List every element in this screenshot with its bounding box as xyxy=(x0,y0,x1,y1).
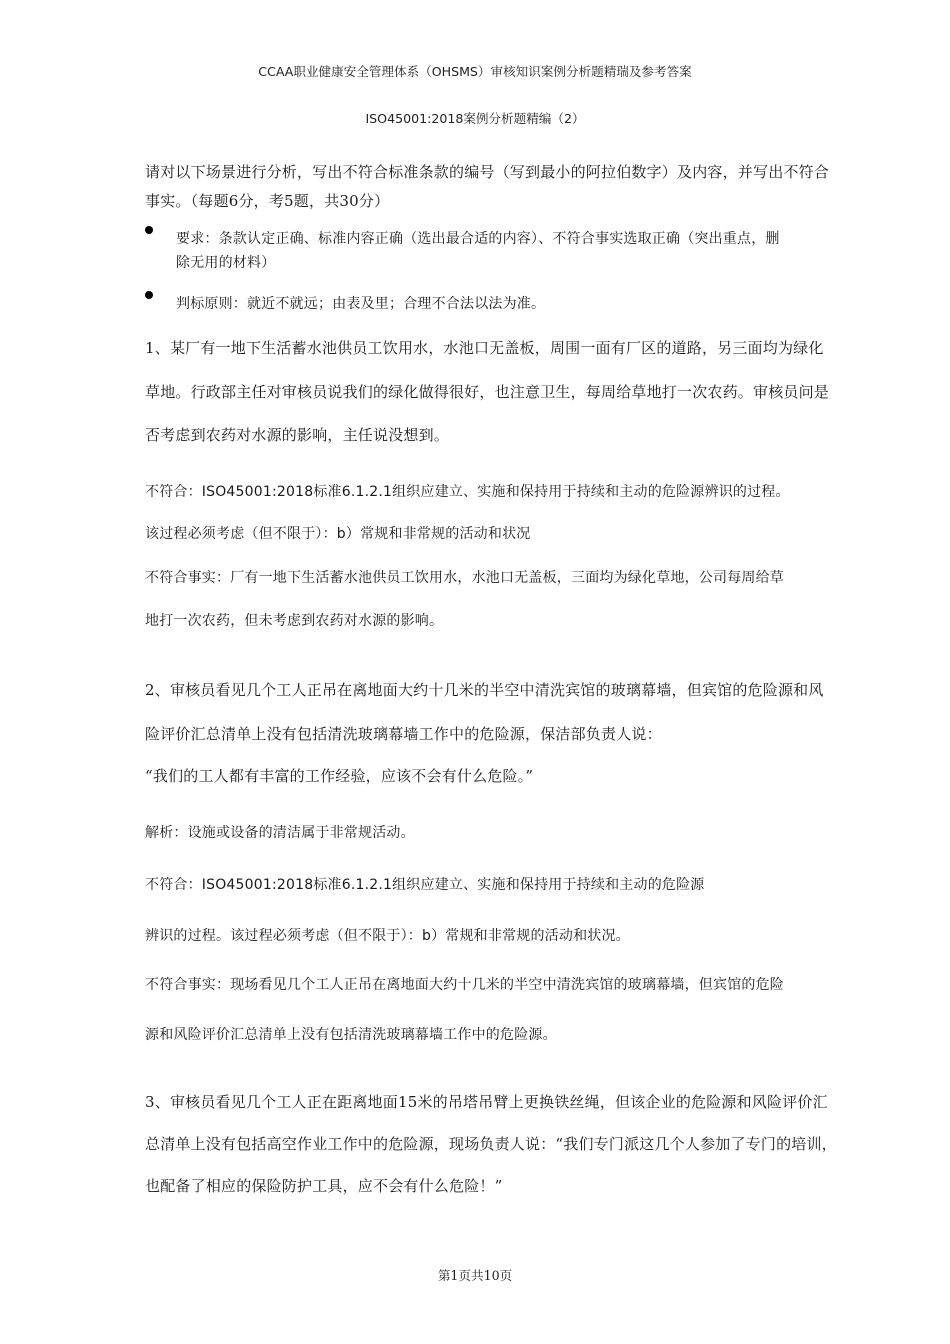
q1-fact-line-1: 不符合事实：厂有一地下生活蓄水池供员工饮用水，水池口无盖板，三面均为绿化草地，公司每周给草 xyxy=(145,570,784,586)
intro-line-2: 事实。（每题6分，考5题，共30分） xyxy=(145,192,390,210)
q1-nonconformity-line-1: 不符合：ISO45001:2018标准6.1.2.1组织应建立、实施和保持用于持续和主动的危险源辨识的过程。 xyxy=(145,484,790,500)
q3-scenario-line-2: 总清单上没有包括高空作业工作中的危险源，现场负责人说：“我们专门派这几个人参加了专门的培训， xyxy=(145,1135,837,1153)
q1-nonconformity-line-2: 该过程必须考虑（但不限于）：b）常规和非常规的活动和状况 xyxy=(145,526,531,542)
bullet-dot-1 xyxy=(145,226,153,234)
q2-nonconformity-line-2: 辨识的过程。该过程必须考虑（但不限于）：b）常规和非常规的活动和状况。 xyxy=(145,928,630,944)
q3-scenario-line-3: 也配备了相应的保险防护工具，应不会有什么危险！” xyxy=(145,1177,503,1195)
q2-fact-line-2: 源和风险评价汇总清单上没有包括清洗玻璃幕墙工作中的危险源。 xyxy=(145,1027,557,1043)
page-number: 第1页共10页 xyxy=(437,1268,513,1283)
q3-scenario-line-1: 3、审核员看见几个工人正在距离地面15米的吊塔吊臂上更换铁丝绳，但该企业的危险源和风险评价汇 xyxy=(145,1093,828,1111)
q1-fact-line-2: 地打一次农药，但未考虑到农药对水源的影响。 xyxy=(145,613,444,629)
requirement-line-2: 除无用的材料） xyxy=(176,255,276,271)
intro-line-1: 请对以下场景进行分析，写出不符合标准条款的编号（写到最小的阿拉伯数字）及内容，并写出不符合 xyxy=(145,163,830,181)
judging-principle: 判标原则：就近不就远；由表及里；合理不合法以法为准。 xyxy=(176,296,546,312)
q2-fact-line-1: 不符合事实：现场看见几个工人正吊在离地面大约十几米的半空中清洗宾馆的玻璃幕墙，但宾馆的危险 xyxy=(145,977,784,993)
requirement-line-1: 要求：条款认定正确、标准内容正确（选出最合适的内容）、不符合事实选取正确（突出重点，删 xyxy=(176,231,780,247)
document-subtitle: ISO45001:2018案例分析题精编（2） xyxy=(365,111,585,126)
document-header-title: CCAA职业健康安全管理体系（OHSMS）审核知识案例分析题精瑞及参考答案 xyxy=(258,64,692,79)
q2-nonconformity-line-1: 不符合：ISO45001:2018标准6.1.2.1组织应建立、实施和保持用于持续和主动的危险源 xyxy=(145,877,705,893)
q1-scenario-line-3: 否考虑到农药对水源的影响，主任说没想到。 xyxy=(145,426,450,444)
q2-scenario-line-1: 2、审核员看见几个工人正吊在离地面大约十几米的半空中清洗宾馆的玻璃幕墙，但宾馆的危险源和风 xyxy=(145,681,824,699)
q1-scenario-line-2: 草地。行政部主任对审核员说我们的绿化做得很好，也注意卫生，每周给草地打一次农药。审核员问是 xyxy=(145,383,830,401)
q1-scenario-line-1: 1、某厂有一地下生活蓄水池供员工饮用水，水池口无盖板，周围一面有厂区的道路，另三面均为绿化 xyxy=(145,339,824,357)
q2-analysis: 解析：设施或设备的清洁属于非常规活动。 xyxy=(145,825,415,841)
q2-scenario-line-3: “我们的工人都有丰富的工作经验，应该不会有什么危险。” xyxy=(145,767,534,785)
q2-scenario-line-2: 险评价汇总清单上没有包括清洗玻璃幕墙工作中的危险源，保洁部负责人说： xyxy=(145,725,662,743)
bullet-dot-2 xyxy=(145,291,153,299)
